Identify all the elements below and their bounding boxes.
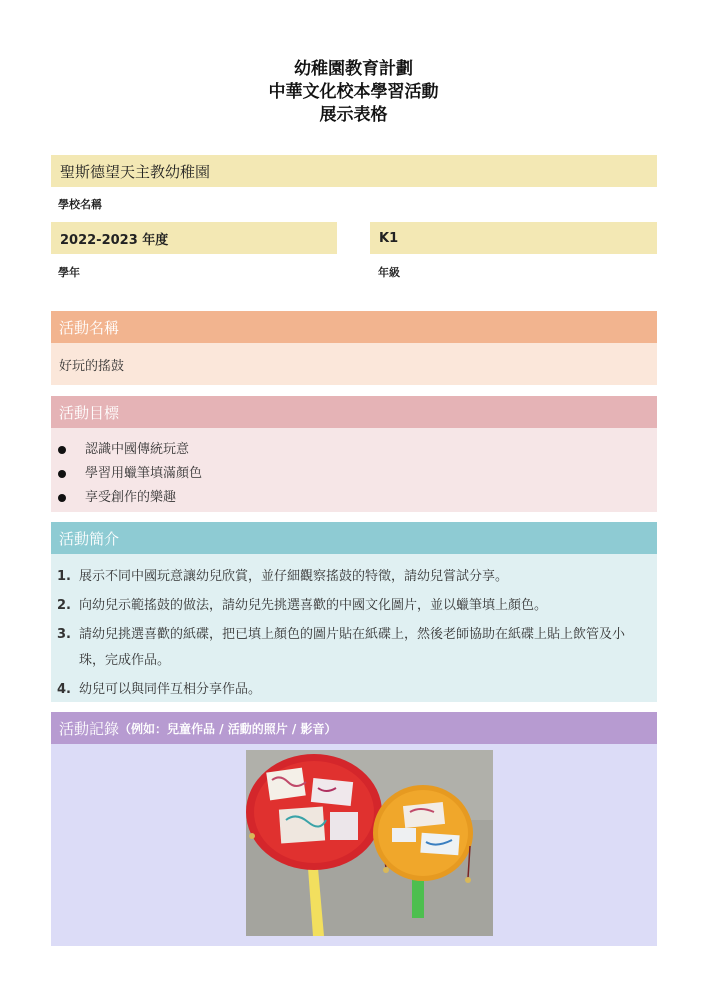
intro-item: 2. 向幼兒示範搖鼓的做法，請幼兒先挑選喜歡的中國文化圖片，並以蠟筆填上顏色。 (57, 598, 548, 613)
objectives-heading (51, 396, 657, 428)
record-subheading: （例如：兒童作品 / 活動的照片 / 影音） (119, 721, 337, 736)
school-year-field (51, 222, 337, 254)
activity-name-heading (51, 311, 657, 343)
activity-name-body (51, 343, 657, 385)
activity-name-value: 好玩的搖鼓 (59, 358, 125, 374)
title-line-1: 幼稚園教育計劃 (294, 59, 413, 79)
bullet-icon (58, 446, 66, 454)
activity-photo (246, 750, 493, 936)
objectives-body (51, 428, 657, 512)
bullet-icon (58, 494, 66, 502)
activity-name-heading-text: 活動名稱 (59, 318, 120, 337)
title-line-2: 中華文化校本學習活動 (268, 82, 439, 102)
intro-heading (51, 522, 657, 554)
bullet-icon (58, 470, 66, 478)
intro-item: 3. 請幼兒挑選喜歡的紙碟，把已填上顏色的圖片貼在紙碟上，然後老師協助在紙碟上貼上飲管及小珠，完成作品。 (57, 627, 626, 668)
objectives-heading-text: 活動目標 (59, 403, 120, 422)
objective-item: 享受創作的樂趣 (51, 486, 657, 510)
school-name-label: 學校名稱 (58, 198, 102, 211)
grade-field (370, 222, 657, 254)
title-line-3: 展示表格 (319, 105, 388, 125)
record-heading (51, 712, 657, 744)
grade-label: 年級 (378, 266, 400, 279)
intro-heading-text: 活動簡介 (59, 529, 120, 548)
record-heading-text: 活動記錄 (59, 719, 120, 738)
objective-item: 認識中國傳統玩意 (51, 438, 657, 462)
school-name-value: 聖斯德望天主教幼稚園 (60, 162, 211, 181)
intro-item: 1. 展示不同中國玩意讓幼兒欣賞，並仔細觀察搖鼓的特徵，請幼兒嘗試分享。 (57, 569, 509, 584)
grade-value: K1 (379, 230, 399, 246)
intro-list (51, 564, 657, 703)
rattle-drum-photo (246, 750, 493, 936)
objectives-list (51, 438, 657, 510)
school-name-field (51, 155, 657, 187)
document-title (0, 58, 707, 127)
objective-item: 學習用蠟筆填滿顏色 (51, 462, 657, 486)
intro-item: 4. 幼兒可以與同伴互相分享作品。 (57, 682, 262, 697)
school-year-value: 2022-2023 年度 (60, 232, 169, 248)
intro-body (51, 554, 657, 702)
school-year-label: 學年 (58, 266, 80, 279)
